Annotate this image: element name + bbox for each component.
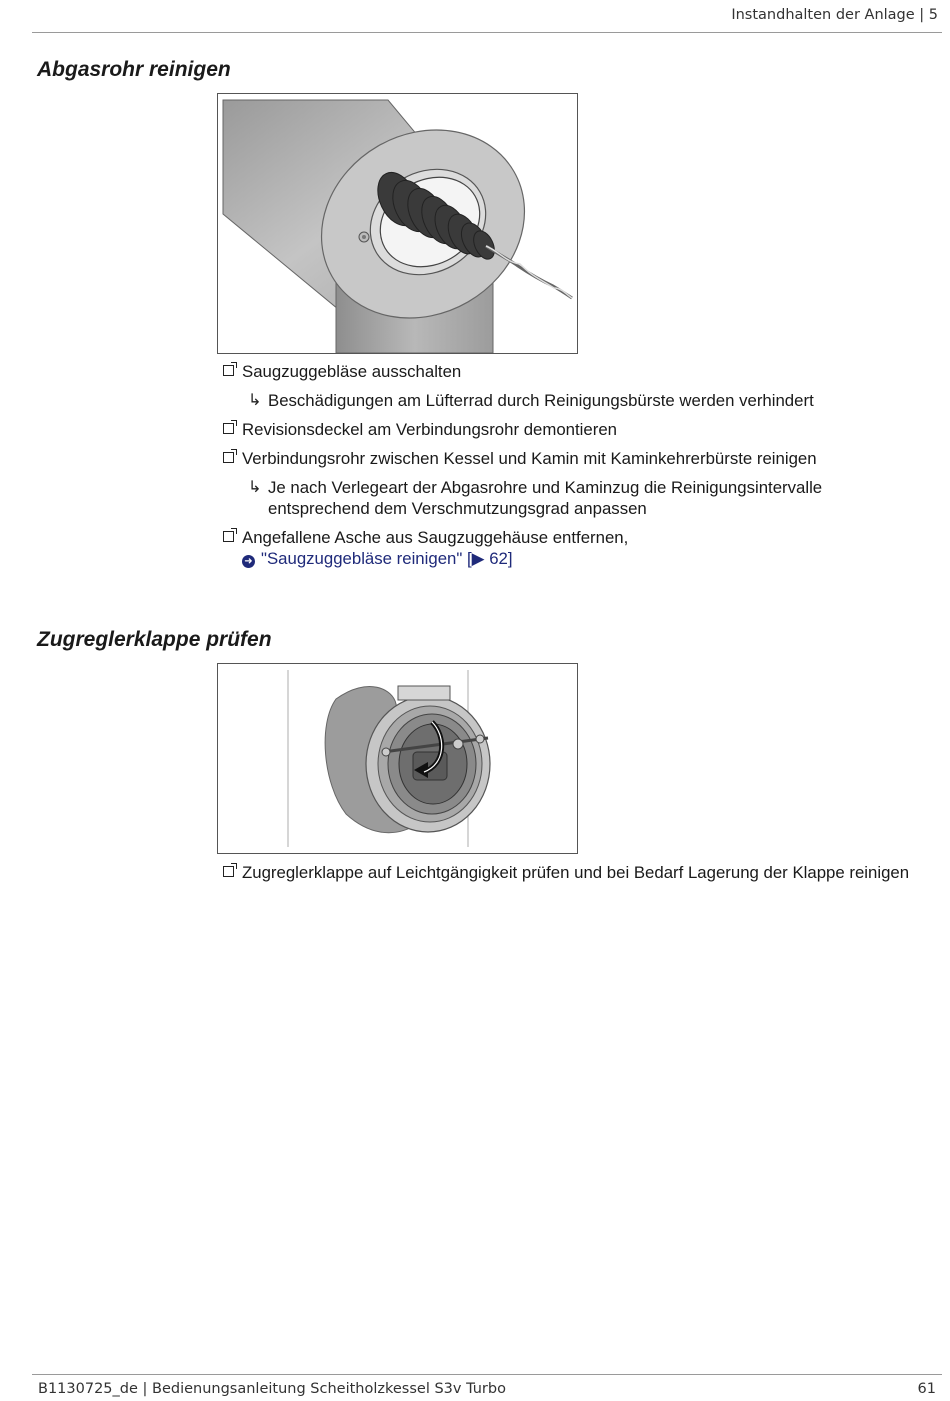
triangle-right-icon: ▶ bbox=[471, 549, 485, 568]
checkbox-icon bbox=[223, 423, 234, 434]
link-page: 62] bbox=[484, 549, 513, 568]
step-item bbox=[222, 361, 912, 382]
step-text: Revisionsdeckel am Verbindungsrohr demontieren bbox=[242, 420, 617, 439]
figure-flue-pipe-cleaning bbox=[217, 93, 578, 354]
figure-draught-regulator bbox=[217, 663, 578, 854]
checkbox-icon bbox=[223, 866, 234, 877]
header-text: Instandhalten der Anlage | 5 bbox=[731, 7, 938, 23]
result-item bbox=[222, 390, 912, 411]
result-arrow-icon: ↳ bbox=[248, 392, 262, 409]
result-text: Je nach Verlegeart der Abgasrohre und Kaminzug die Reinigungsintervalle entsprechend dem Verschmutzungsgrad anpassen bbox=[268, 478, 823, 518]
footer-document-id: B1130725_de | Bedienungsanleitung Scheitholzkessel S3v Turbo bbox=[38, 1381, 506, 1397]
circled-arrow-icon: ➜ bbox=[242, 555, 255, 568]
result-item bbox=[222, 477, 912, 519]
link-text: "Saugzuggebläse reinigen" [ bbox=[261, 549, 472, 568]
checkbox-icon bbox=[223, 365, 234, 376]
steps-list-zugreglerklappe bbox=[222, 862, 912, 891]
cross-reference-link[interactable] bbox=[242, 549, 513, 568]
step-text: Saugzuggebläse ausschalten bbox=[242, 362, 462, 381]
steps-list-abgasrohr bbox=[222, 361, 912, 577]
step-item bbox=[222, 448, 912, 469]
page-footer bbox=[32, 1374, 942, 1397]
step-item bbox=[222, 527, 912, 569]
step-text: Angefallene Asche aus Saugzuggehäuse entfernen, bbox=[242, 528, 629, 547]
result-text: Beschädigungen am Lüfterrad durch Reinigungsbürste werden verhindert bbox=[268, 391, 814, 410]
result-arrow-icon: ↳ bbox=[248, 479, 262, 496]
step-text: Verbindungsrohr zwischen Kessel und Kamin mit Kaminkehrerbürste reinigen bbox=[242, 449, 817, 468]
draught-regulator-illustration bbox=[218, 664, 577, 853]
step-item bbox=[222, 862, 912, 883]
section-title-zugreglerklappe: Zugreglerklappe prüfen bbox=[37, 628, 272, 651]
step-text: Zugreglerklappe auf Leichtgängigkeit prüfen und bei Bedarf Lagerung der Klappe reinigen bbox=[242, 863, 910, 882]
checkbox-icon bbox=[223, 452, 234, 463]
page-header bbox=[32, 0, 942, 33]
flue-pipe-illustration bbox=[218, 94, 577, 353]
step-item bbox=[222, 419, 912, 440]
page-number: 61 bbox=[917, 1381, 936, 1397]
checkbox-icon bbox=[223, 531, 234, 542]
section-title-abgasrohr: Abgasrohr reinigen bbox=[37, 58, 231, 81]
